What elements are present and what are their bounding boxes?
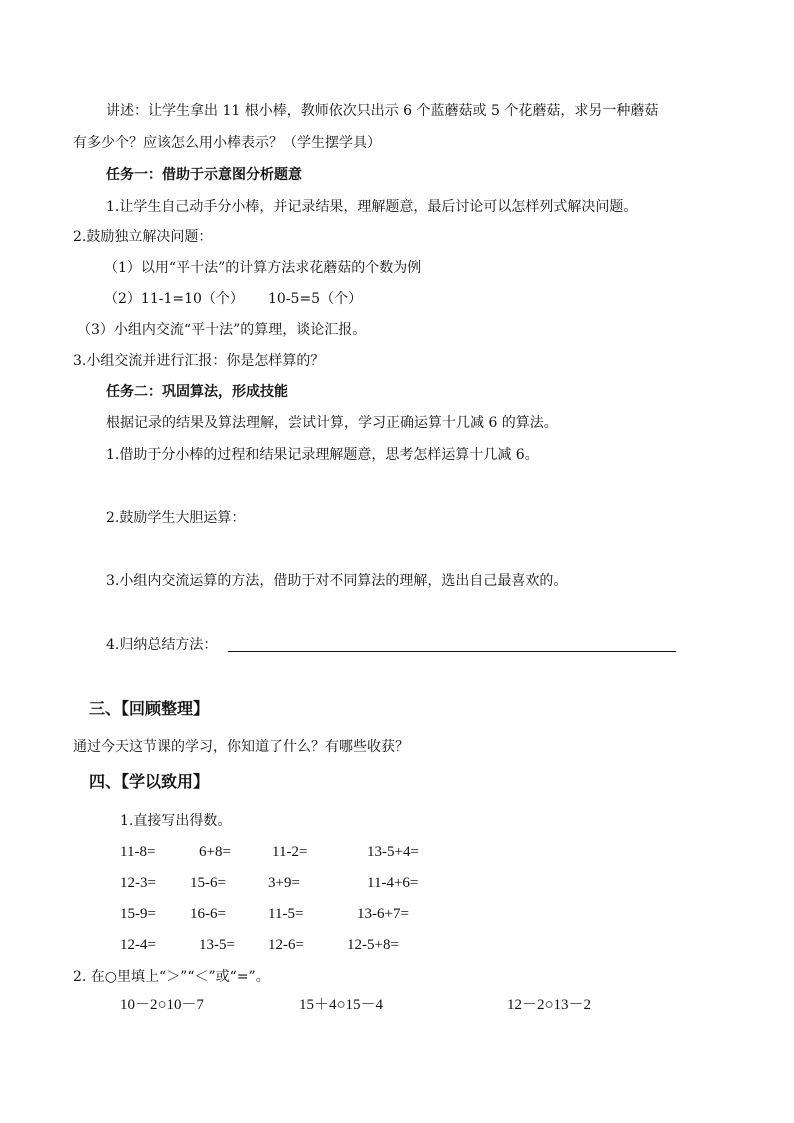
task1-heading: 任务一：借助于示意图分析题意 <box>106 167 302 183</box>
exercise-2-4: 11-4+6= <box>367 875 419 891</box>
compare-1: 10－2○10－7 <box>120 997 205 1013</box>
exercise-4-2: 13-5= <box>199 937 235 953</box>
exercise-3-1: 15-9= <box>120 906 156 922</box>
task2-step-4: 4.归纳总结方法： <box>106 637 218 653</box>
task2-step-3: 3.小组内交流运算的方法，借助于对不同算法的理解，选出自己最喜欢的。 <box>106 573 568 589</box>
exercise-3-4: 13-6+7= <box>357 906 409 922</box>
task1-step-3: 3.小组交流并进行汇报：你是怎样算的？ <box>73 353 325 369</box>
task1-step-2: 2.鼓励独立解决问题： <box>73 229 213 245</box>
exercise-4-4: 12-5+8= <box>347 937 399 953</box>
answer-blank-line <box>228 651 676 652</box>
exercise-1-2: 6+8= <box>199 844 231 860</box>
exercise-1-1: 11-8= <box>120 844 156 860</box>
task1-step-1: 1.让学生自己动手分小棒，并记录结果，理解题意，最后讨论可以怎样列式解决问题。 <box>106 199 638 215</box>
section-4-question-2: 2. 在○里填上“＞”“＜”或“=”。 <box>73 969 270 985</box>
exercise-4-3: 12-6= <box>268 937 304 953</box>
exercise-4-1: 12-4= <box>120 937 156 953</box>
task1-sub-3: （3）小组内交流“平十法”的算理，谈论汇报。 <box>77 322 367 338</box>
section-4-question-1: 1.直接写出得数。 <box>120 813 232 829</box>
compare-2: 15＋4○15－4 <box>299 997 384 1013</box>
exercise-1-4: 13-5+4= <box>367 844 419 860</box>
task1-sub-1: （1）以用“平十法”的计算方法求花蘑菇的个数为例 <box>104 260 422 276</box>
task2-heading: 任务二：巩固算法，形成技能 <box>106 384 288 400</box>
task1-sub-2b: 10-5=5（个） <box>268 291 363 307</box>
exercise-1-3: 11-2= <box>272 844 308 860</box>
task1-sub-2a: （2）11-1=10（个） <box>104 291 244 307</box>
intro-line-1: 讲述：让学生拿出 11 根小棒，教师依次只出示 6 个蓝蘑菇或 5 个花蘑菇，求另一种蘑菇 <box>106 103 659 119</box>
exercise-3-2: 16-6= <box>190 906 226 922</box>
compare-3: 12－2○13－2 <box>507 997 592 1013</box>
exercise-2-2: 15-6= <box>190 875 226 891</box>
task2-intro: 根据记录的结果及算法理解，尝试计算，学习正确运算十几减 6 的算法。 <box>106 415 558 431</box>
exercise-2-1: 12-3= <box>120 875 156 891</box>
task2-step-2: 2.鼓励学生大胆运算： <box>106 510 246 526</box>
task2-step-1: 1.借助于分小棒的过程和结果记录理解题意，思考怎样运算十几减 6。 <box>106 447 539 463</box>
section-4-title: 四、【学以致用】 <box>89 772 210 791</box>
section-3-text: 通过今天这节课的学习，你知道了什么？有哪些收获？ <box>73 739 409 755</box>
section-3-title: 三、【回顾整理】 <box>89 699 210 718</box>
exercise-3-3: 11-5= <box>268 906 304 922</box>
intro-line-2: 有多少个？应该怎么用小棒表示？（学生摆学具） <box>73 135 381 151</box>
exercise-2-3: 3+9= <box>268 875 300 891</box>
